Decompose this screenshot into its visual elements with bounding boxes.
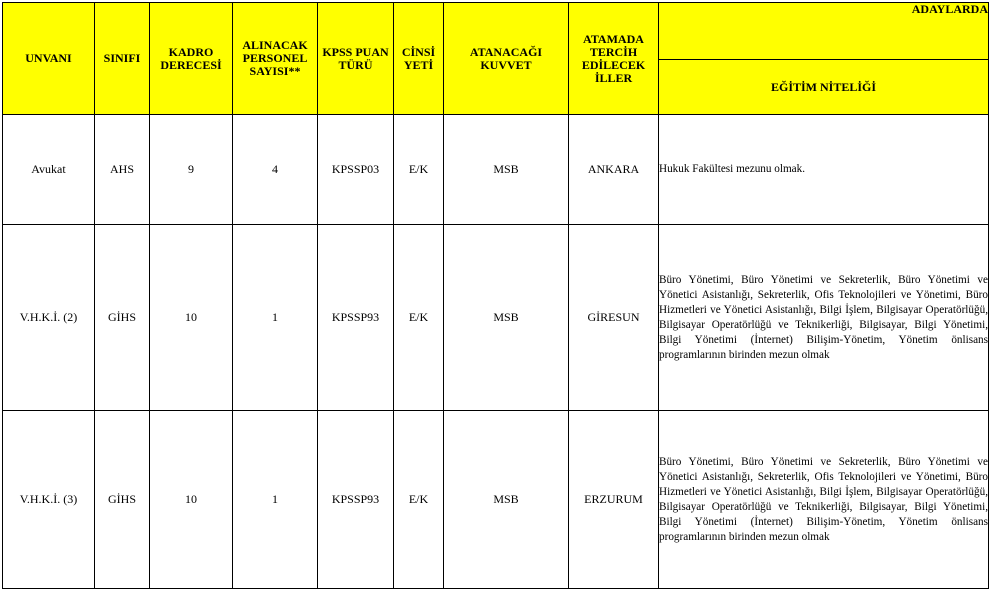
cell-il: GİRESUN	[569, 225, 659, 411]
header-sinifi: SINIFI	[95, 3, 150, 115]
cell-egitim: Büro Yönetimi, Büro Yönetimi ve Sekreterlik, Büro Yönetimi ve Yönetici Asistanlığı, Sekreterlik, Ofis Teknolojileri ve Yönetimi, Büro Hizmetleri ve Yönetici Asistanlığı, Bilgi İşlem, Bilgisayar Operatörlüğü, Bilgisayar Operatörlüğü ve Teknikerliği, Bilgisayar, Bilgi Yönetimi, Bilgi Yönetimi (İnternet) Bilişim-Yönetim, Yönetim önlisans programlarının birinden mezun olmak	[659, 411, 989, 589]
cell-il: ANKARA	[569, 115, 659, 225]
cell-cinsiyet: E/K	[394, 411, 444, 589]
cell-kadro-derecesi: 10	[150, 411, 233, 589]
header-atamada-tercih: ATAMADA TERCİH EDİLECEK İLLER	[569, 3, 659, 115]
header-unvani: UNVANI	[3, 3, 95, 115]
cell-kadro-derecesi: 10	[150, 225, 233, 411]
header-atanacagi-kuvvet: ATANACAĞI KUVVET	[444, 3, 569, 115]
cell-personel-sayisi: 1	[233, 225, 318, 411]
header-kadro-derecesi: KADRO DERECESİ	[150, 3, 233, 115]
cell-cinsiyet: E/K	[394, 115, 444, 225]
cell-kuvvet: MSB	[444, 411, 569, 589]
cell-il: ERZURUM	[569, 411, 659, 589]
header-egitim-niteligi: EĞİTİM NİTELİĞİ	[659, 60, 989, 115]
table-row	[3, 115, 989, 225]
cell-egitim: Büro Yönetimi, Büro Yönetimi ve Sekreterlik, Büro Yönetimi ve Yönetici Asistanlığı, Sekreterlik, Ofis Teknolojileri ve Yönetimi, Büro Hizmetleri ve Yönetici Asistanlığı, Bilgi İşlem, Bilgisayar Operatörlüğü, Bilgisayar Operatörlüğü ve Teknikerliği, Bilgisayar, Bilgi Yönetimi, Bilgi Yönetimi (İnternet) Bilişim-Yönetim, Yönetim önlisans programlarının birinden mezun olmak	[659, 225, 989, 411]
table-row	[3, 225, 989, 411]
header-alinacak-personel: ALINACAK PERSONEL SAYISI**	[233, 3, 318, 115]
table-row	[3, 411, 989, 589]
cell-sinifi: GİHS	[95, 225, 150, 411]
cell-kuvvet: MSB	[444, 225, 569, 411]
cell-egitim: Hukuk Fakültesi mezunu olmak.	[659, 115, 989, 225]
header-cinsiyeti: CİNSİ YETİ	[394, 3, 444, 115]
cell-kpss: KPSSP93	[318, 225, 394, 411]
staff-requirements-table	[2, 2, 989, 589]
cell-personel-sayisi: 4	[233, 115, 318, 225]
cell-kpss: KPSSP03	[318, 115, 394, 225]
cell-kpss: KPSSP93	[318, 411, 394, 589]
header-kpss-puan-turu: KPSS PUAN TÜRÜ	[318, 3, 394, 115]
cell-sinifi: AHS	[95, 115, 150, 225]
cell-unvani: V.H.K.İ. (3)	[3, 411, 95, 589]
header-adaylarda: ADAYLARDA	[659, 3, 989, 60]
cell-unvani: Avukat	[3, 115, 95, 225]
cell-kadro-derecesi: 9	[150, 115, 233, 225]
cell-personel-sayisi: 1	[233, 411, 318, 589]
cell-unvani: V.H.K.İ. (2)	[3, 225, 95, 411]
cell-cinsiyet: E/K	[394, 225, 444, 411]
cell-sinifi: GİHS	[95, 411, 150, 589]
cell-kuvvet: MSB	[444, 115, 569, 225]
